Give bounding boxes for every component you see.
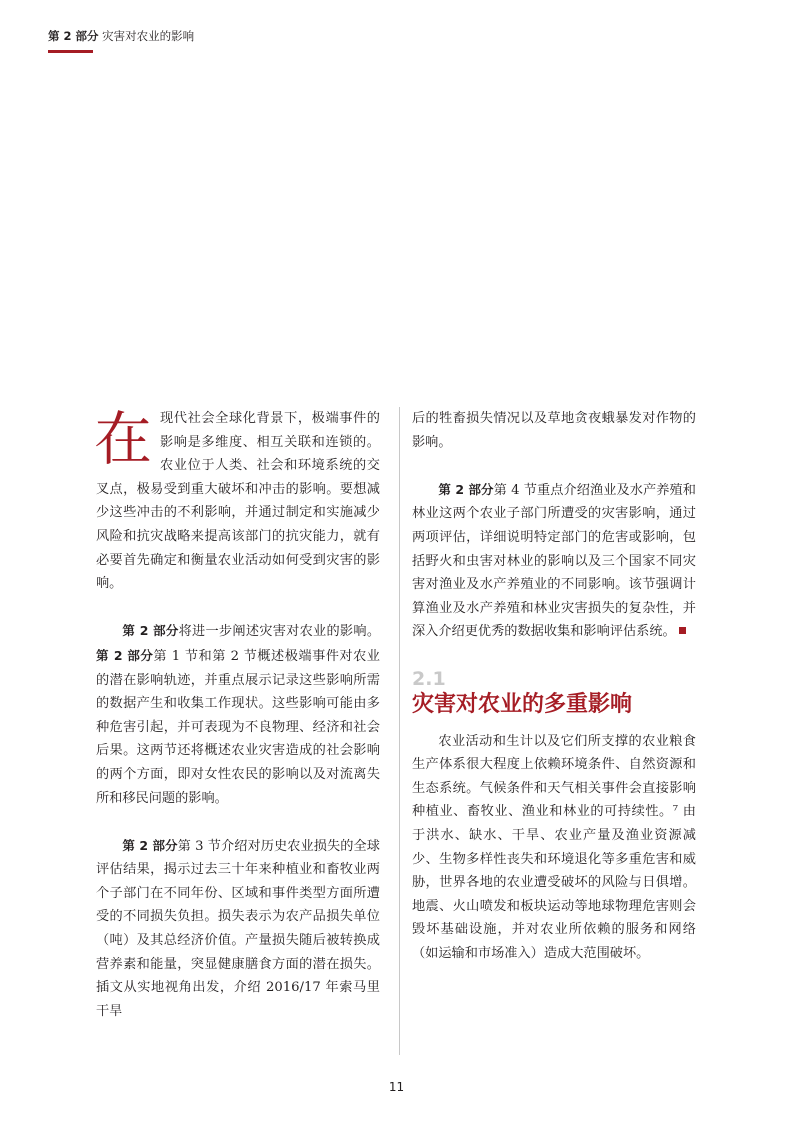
- paragraph-2-text-1: 将进一步阐述灾害对农业的影响。: [178, 624, 381, 640]
- paragraph-2-text-2: 第 1 节和第 2 节概述极端事件对农业的潜在影响轨迹，并重点展示记录这些影响所需的数据产生和收集工作现状。这些影响可能由多种危害引起，并可表现为不良物理、经济和社会后果。这两节还将概述农业灾害造成的社会影响的两个方面，即对女性农民的影响以及对流离失所和移民问题的影响。: [96, 648, 380, 806]
- running-header: [48, 28, 194, 44]
- part-ref: 第 2 部分: [122, 837, 178, 853]
- header-part: 第 2 部分: [48, 29, 99, 43]
- part-ref: 第 2 部分: [122, 623, 179, 639]
- paragraph-4-text: 第 4 节重点介绍渔业及水产养殖和林业这两个农业子部门所遭受的灾害影响，通过两项评估，详细说明特定部门的危害或影响，包括野火和虫害对林业的影响以及三个国家不同灾害对渔业及水产养殖业的不同影响。该节强调计算渔业及水产养殖和林业灾害损失的复杂性，并深入介绍更优秀的数据收集和影响评估系统。: [412, 482, 696, 640]
- header-rule: [48, 50, 93, 53]
- part-ref: 第 2 部分: [438, 481, 494, 497]
- left-column: [96, 407, 380, 1047]
- column-divider: [399, 407, 400, 1055]
- continued-paragraph: 后的牲畜损失情况以及草地贪夜蛾暴发对作物的影响。: [412, 411, 696, 450]
- section-paragraph: 农业活动和生计以及它们所支撑的农业粮食生产体系很大程度上依赖环境条件、自然资源和生态系统。气候条件和天气相关事件会直接影响种植业、畜牧业、渔业和林业的可持续性。⁷ 由于洪水、缺水、干旱、农业产量及渔业资源减少、生物多样性丧失和环境退化等多重危害和威胁，世界各地的农业遭受破坏的风险与日俱增。地震、火山喷发和板块运动等地球物理危害则会毁坏基础设施，并对农业所依赖的服务和网络（如运输和市场准入）造成大范围破坏。: [412, 733, 696, 961]
- paragraph-3-text: 第 3 节介绍对历史农业损失的全球评估结果，揭示过去三十年来种植业和畜牧业两个子部门在不同年份、区域和事件类型方面所遭受的不同损失负担。损失表示为农产品损失单位（吨）及其总经济价值。产量损失随后被转换成营养素和能量，突显健康膳食方面的潜在损失。插文从实地视角出发，介绍 2016/17 年索马里干旱: [96, 838, 380, 1019]
- section-number: 2.1: [412, 667, 446, 690]
- end-mark-icon: [679, 627, 686, 634]
- section-title: 灾害对农业的多重影响: [412, 691, 633, 717]
- paragraph-3: [96, 834, 380, 1024]
- page-number: 11: [388, 1080, 405, 1094]
- intro-paragraph: [96, 407, 380, 596]
- part-ref: 第 2 部分: [96, 647, 154, 663]
- paragraph-2: [96, 619, 380, 810]
- header-title: 灾害对农业的影响: [102, 29, 195, 43]
- paragraph-4: [412, 478, 696, 644]
- drop-cap: 在: [94, 405, 153, 473]
- right-column: [412, 407, 696, 989]
- intro-text: 现代社会全球化背景下，极端事件的影响是多维度、相互关联和连锁的。农业位于人类、社会和环境系统的交叉点，极易受到重大破坏和冲击的影响。要想减少这些冲击的不利影响，并通过制定和实施减少风险和抗灾战略来提高该部门的抗灾能力，就有必要首先确定和衡量农业活动如何受到灾害的影响。: [96, 411, 380, 592]
